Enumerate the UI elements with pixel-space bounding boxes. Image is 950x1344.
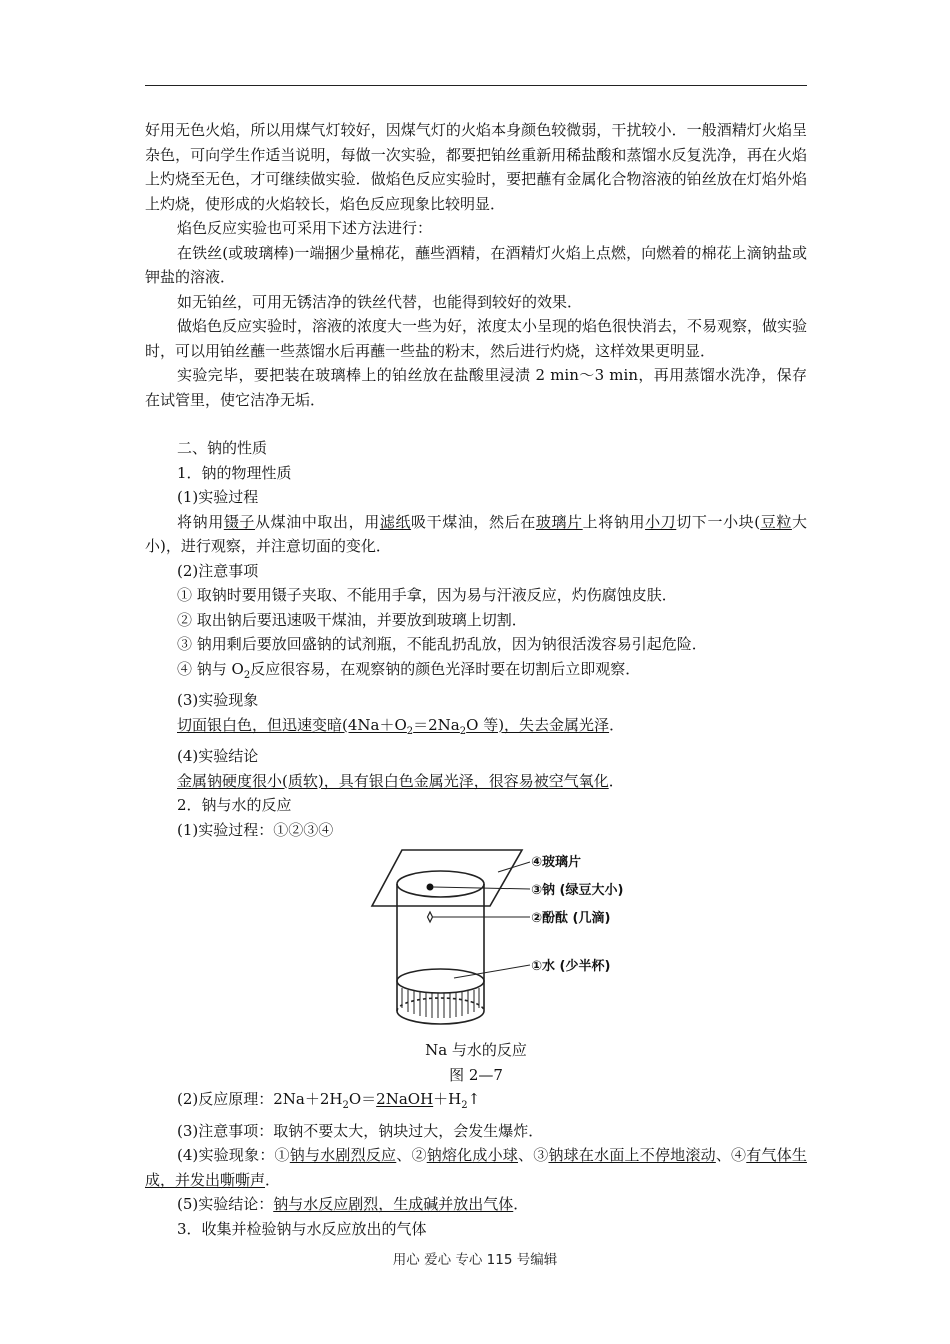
paragraph: 做焰色反应实验时，溶液的浓度大一些为好，浓度太小呈现的焰色很快消去，不易观察，做实验时，可以用铂丝蘸一些蒸馏水后再蘸一些盐的粉末，然后进行灼烧，这样效果更明显． — [145, 317, 808, 360]
item-label: (4)实验结论 — [177, 747, 259, 765]
subsection-heading: 1．钠的物理性质 — [177, 463, 292, 482]
note-item: ③ 钠用剩后要放回盛钠的试剂瓶，不能乱扔乱放，因为钠很活泼容易引起危险． — [177, 635, 707, 653]
answer-tweezers: 镊子 — [223, 512, 256, 531]
answer-filter-paper: 滤纸 — [379, 512, 412, 531]
paragraph: 好用无色火焰，所以用煤气灯较好，因煤气灯的火焰本身颜色较微弱，干扰较小．一般酒精灯火焰呈杂色，可向学生作适当说明，每做一次实验，都要把铂丝重新用稀盐酸和蒸馏水反复洗净，再在火焰上灼烧至无色，才可继续做实验．做焰色反应实验时，要把蘸有金属化合物溶液的铂丝放在灯焰外焰上灼烧，使形成的火焰较长，焰色反应现象比较明显． — [145, 121, 807, 213]
reaction-principle: (2)反应原理：$2Na+2H_2O=2NaOH+H_2↑$ — [177, 1090, 481, 1111]
phenolphthalein-drop — [428, 912, 433, 922]
item-label: (3)实验现象 — [177, 691, 259, 709]
header-rule — [145, 85, 807, 86]
answer-glass-plate: 玻璃片 — [535, 512, 583, 531]
spacer — [145, 412, 807, 436]
paragraph: 焰色反应实验也可采用下述方法进行： — [177, 219, 433, 237]
subsection-heading: 2．钠与水的反应 — [177, 796, 292, 814]
beaker-diagram — [370, 846, 670, 1036]
water — [397, 969, 484, 1018]
document-body — [145, 118, 807, 1241]
answer-bean: 豆粒 — [760, 512, 792, 531]
figure-label-phenolphthalein: ②酚酞 (几滴) — [531, 911, 611, 926]
figure-label-glass: ④玻璃片 — [531, 855, 582, 870]
section-heading: 二、钠的性质 — [177, 439, 268, 457]
paragraph: 如无铂丝，可用无锈洁净的铁丝代替，也能得到较好的效果． — [177, 292, 583, 311]
experiment-figure — [145, 846, 807, 1038]
answer-conclusion: 金属钠硬度很小(质软)，具有银白色金属光泽，很容易被空气氧化． — [177, 771, 624, 790]
item-label: (1)实验过程：①②③④ — [177, 820, 334, 839]
note-item: ① 取钠时要用镊子夹取、不能用手拿，因为易与汗液反应，灼伤腐蚀皮肤． — [177, 586, 677, 604]
figure-number: 图 2—7 — [449, 1065, 503, 1084]
answer-knife: 小刀 — [645, 512, 677, 531]
note-item: ② 取出钠后要迅速吸干煤油，并要放到玻璃上切割． — [177, 610, 527, 629]
page-footer: 用心 爱心 专心 115 号编辑 — [392, 1252, 558, 1268]
item-label: (2)注意事项 — [177, 561, 259, 580]
subsection-heading: 3．收集并检验钠与水反应放出的气体 — [177, 1219, 427, 1238]
answer-phenomenon: 切面银白色，但迅速变暗($4Na+O_2=2Na_2O$ 等)，失去金属光泽． — [177, 715, 625, 737]
figure-label-sodium: ③钠 (绿豆大小) — [531, 883, 624, 898]
procedure-paragraph: 将钠用镊子从煤油中取出，用滤纸吸干煤油，然后在玻璃片上将钠用小刀切下一小块(豆粒大小)，进行观察，并注意切面的变化． — [145, 512, 807, 555]
figure-label-water: ①水 (少半杯) — [531, 959, 611, 974]
figure-caption: Na 与水的反应 — [425, 1041, 527, 1059]
result-item: (5)实验结论：钠与水反应剧烈，生成碱并放出气体． — [177, 1195, 529, 1213]
paragraph: 实验完毕，要把装在玻璃棒上的铂丝放在盐酸里浸渍 2 min～3 min，再用蒸馏水洗净，保存在试管里，使它洁净无垢． — [145, 366, 807, 409]
caution-item: (3)注意事项：取钠不要太大，钠块过大，会发生爆炸． — [177, 1121, 544, 1140]
sodium-piece — [427, 884, 434, 891]
paragraph: 在铁丝(或玻璃棒)一端捆少量棉花，蘸些酒精，在酒精灯火焰上点燃，向燃着的棉花上滴钠盐或钾盐的溶液． — [145, 243, 807, 286]
observation-paragraph: (4)实验现象：①钠与水剧烈反应、②钠熔化成小球、③钠球在水面上不停地滚动、④有气体生成，并发出嘶嘶声． — [145, 1146, 807, 1189]
item-label: (1)实验过程 — [177, 488, 259, 506]
note-item: ④ 钠与 $O_2$反应很容易，在观察钠的颜色光泽时要在切割后立即观察． — [177, 659, 641, 681]
